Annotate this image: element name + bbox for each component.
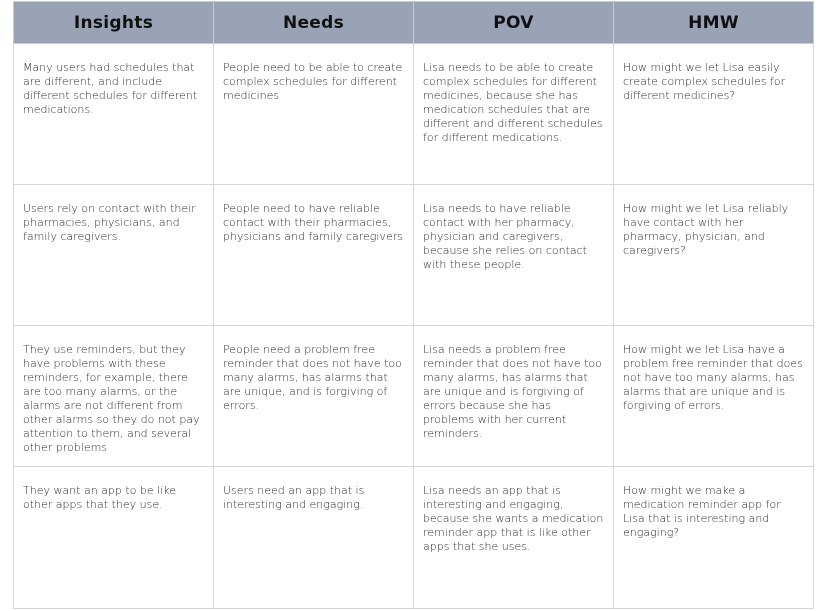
cell-need: People need a problem free reminder that does not have too many alarms, has alarms that are unique, and is forgiving of errors.: [214, 326, 414, 467]
cell-need: Users need an app that is interesting and engaging.: [214, 467, 414, 609]
cell-pov: Lisa needs to have reliable contact with her pharmacy, physician and caregivers, because she relies on contact with these people.: [414, 185, 614, 326]
header-insights: Insights: [14, 2, 214, 44]
cell-hmw: How might we let Lisa have a problem free reminder that does not have too many alarms, has alarms that are unique and is forgiving of errors.: [614, 326, 814, 467]
header-hmw: HMW: [614, 2, 814, 44]
table-row: [14, 185, 814, 326]
table-row: [14, 326, 814, 467]
header-row: [14, 2, 814, 44]
cell-pov: Lisa needs a problem free reminder that does not have too many alarms, has alarms that are unique and is forgiving of errors because she has problems with her current reminders.: [414, 326, 614, 467]
cell-insight: They use reminders, but they have problems with these reminders, for example, there are too many alarms, or the alarms are not different from other alarms so they do not pay attention to them, and several other problems: [14, 326, 214, 467]
design-thinking-table-container: [13, 1, 813, 610]
table-row: [14, 44, 814, 185]
cell-pov: Lisa needs an app that is interesting and engaging, because she wants a medication reminder app that is like other apps that she uses.: [414, 467, 614, 609]
header-needs: Needs: [214, 2, 414, 44]
cell-insight: Many users had schedules that are different, and include different schedules for different medications.: [14, 44, 214, 185]
design-thinking-table: [13, 1, 814, 609]
cell-hmw: How might we let Lisa easily create complex schedules for different medicines?: [614, 44, 814, 185]
cell-insight: They want an app to be like other apps that they use.: [14, 467, 214, 609]
cell-need: People need to have reliable contact with their pharmacies, physicians and family caregivers: [214, 185, 414, 326]
table-row: [14, 467, 814, 609]
cell-need: People need to be able to create complex schedules for different medicines: [214, 44, 414, 185]
cell-pov: Lisa needs to be able to create complex schedules for different medicines, because she has medication schedules that are different and different schedules for different medications.: [414, 44, 614, 185]
cell-hmw: How might we let Lisa reliably have contact with her pharmacy, physician, and caregivers?: [614, 185, 814, 326]
cell-hmw: How might we make a medication reminder app for Lisa that is interesting and engaging?: [614, 467, 814, 609]
cell-insight: Users rely on contact with their pharmacies, physicians, and family caregivers.: [14, 185, 214, 326]
header-pov: POV: [414, 2, 614, 44]
